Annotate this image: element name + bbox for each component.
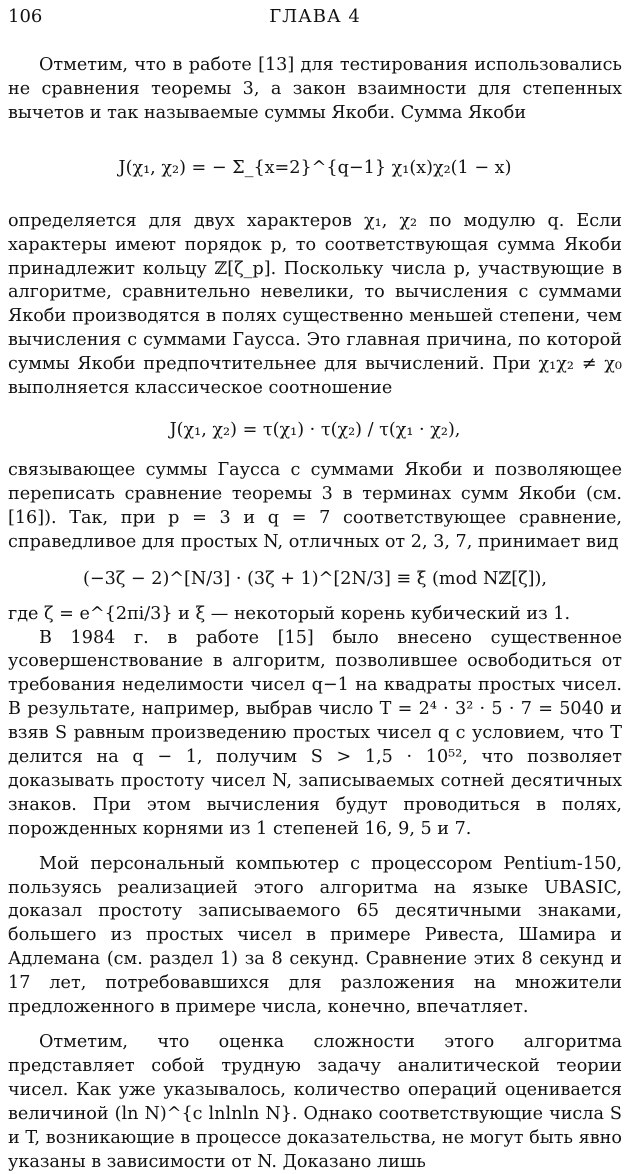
paragraph-1: Отметим, что в работе [13] для тестирования использовались не сравнения теоремы 3, а закон взаимности для степенных вычетов и так называемые суммы Якоби. Сумма Якоби (8, 55, 622, 123)
jacobi-sum-equation: J(χ₁, χ₂) = − Σ_{x=2}^{q−1} χ₁(x)χ₂(1 − x) (118, 157, 512, 178)
congruence-equation: (−3ζ − 2)^[N/3] · (3ζ + 1)^[2N/3] ≡ ξ (mod Nℤ[ζ]), (82, 568, 547, 589)
page-number: 106 (8, 6, 43, 27)
chapter-title: ГЛАВА 4 (269, 6, 361, 27)
paragraph-5: В 1984 г. в работе [15] было внесено существенное усовершенствование в алгоритм, позволившее освободиться от требования неделимости чисел q−1 на квадраты простых чисел. В результате, например, выбрав число T = 2⁴ · 3² · 5 · 7 = 5040 и взяв S равным произведению простых чисел q с условием, что T делится на q − 1, получим S > 1,5 · 10⁵², что позволяет доказывать простоту чисел N, записываемых сотней десятичных знаков. При этом вычисления будут проводиться в полях, порожденных корнями из 1 степеней 16, 9, 5 и 7. (8, 627, 622, 839)
page-body (8, 54, 622, 1174)
paragraph-6: Мой персональный компьютер с процессором Pentium-150, пользуясь реализацией этого алгоритма на языке UBASIC, доказал простоту записываемого 65 десятичными знаками, большего из простых чисел в примере Ривеста, Шамира и Адлемана (см. раздел 1) за 8 секунд. Сравнение этих 8 секунд и 17 лет, потребовавшихся для разложения на множители предложенного в примере числа, конечно, впечатляет. (8, 853, 622, 1018)
paragraph-2: определяется для двух характеров χ₁, χ₂ по модулю q. Если характеры имеют порядок p, то соответствующая сумма Якоби принадлежит кольцу ℤ[ζ_p]. Поскольку числа p, участвующие в алгоритме, сравнительно невелики, то вычисления с суммами Якоби производятся в полях существенно меньшей степени, чем вычисления с суммами Гаусса. Это главная причина, по которой суммы Якоби предпочтительнее для вычислений. При χ₁χ₂ ≠ χ₀ выполняется классическое соотношение (8, 210, 622, 399)
gauss-jacobi-relation-equation: J(χ₁, χ₂) = τ(χ₁) · τ(χ₂) / τ(χ₁ · χ₂), (169, 419, 461, 440)
paragraph-3: связывающее суммы Гаусса с суммами Якоби и позволяющее переписать сравнение теоремы 3 в терминах сумм Якоби (см. [16]). Так, при p = 3 и q = 7 соответствующее сравнение, справедливое для простых N, отличных от 2, 3, 7, принимает вид (8, 459, 622, 552)
paragraph-gap (8, 1020, 622, 1031)
page-header (8, 6, 622, 28)
paragraph-7: Отметим, что оценка сложности этого алгоритма представляет собой трудную задачу аналитической теории чисел. Как уже указывалось, количество операций оценивается величиной (ln N)^{c lnlnln N}. Однако соответствующие числа S и T, возникающие в процессе доказательства, не могут быть явно указаны в зависимости от N. Доказано лишь (8, 1032, 622, 1172)
paragraph-gap (8, 842, 622, 853)
paragraph-4: где ζ = e^{2πi/3} и ξ — некоторый корень кубический из 1. (8, 603, 571, 624)
